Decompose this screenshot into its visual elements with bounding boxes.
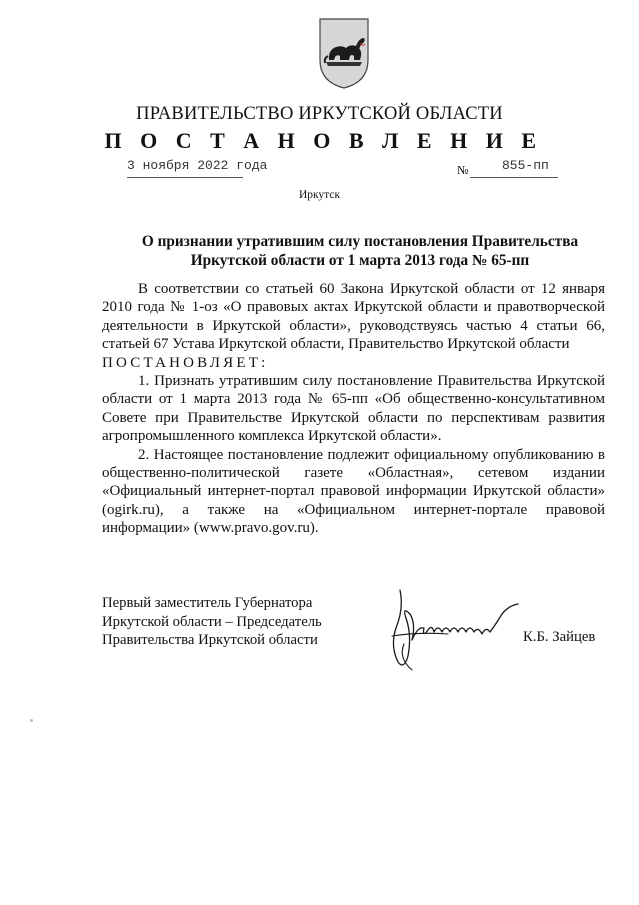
signer-position-line: Правительства Иркутской области bbox=[102, 632, 318, 648]
document-body bbox=[102, 280, 605, 538]
preamble-paragraph: В соответствии со статьей 60 Закона Иркутской области от 12 января 2010 года № 1-оз «О правовых актах Иркутской области и правотворческой деятельности в Иркутской области», руководствуясь частью 4 статьи 66, статьей 67 Устава Иркутской области, Правительство Иркутской области bbox=[102, 281, 605, 353]
document-subject: О признании утратившим силу постановления Правительства Иркутской области от 1 марта 2013 года № 65-пп bbox=[141, 233, 579, 269]
item-paragraph-1: 1. Признать утратившим силу постановление Правительства Иркутской области от 1 марта 2013 года № 65-пп «Об общественно-консультативном Совете при Правительстве Иркутской области по перспективам развития агропромышленного комплекса Иркутской области». bbox=[102, 373, 605, 445]
date-underline bbox=[127, 177, 243, 178]
scan-dot bbox=[30, 719, 33, 722]
document-number: 855-пп bbox=[502, 158, 549, 173]
signer-position-line: Иркутской области – Председатель bbox=[102, 613, 322, 630]
signer-name: К.Б. Зайцев bbox=[523, 629, 596, 645]
number-underline bbox=[470, 177, 558, 178]
decree-word: ПОСТАНОВЛЯЕТ: bbox=[102, 354, 269, 371]
signer-position bbox=[102, 594, 342, 650]
number-sign: № bbox=[457, 163, 469, 177]
document-date: 3 ноября 2022 года bbox=[127, 158, 268, 173]
handwritten-signature-icon bbox=[378, 584, 528, 676]
coat-of-arms-icon bbox=[316, 16, 372, 90]
signer-position-line: Первый заместитель Губернатора bbox=[102, 595, 313, 611]
item-paragraph-2: 2. Настоящее постановление подлежит официальному опубликованию в общественно-политической газете «Областная», сетевом издании «Официальный интернет-портал правовой информации Иркутской области» (ogirk.ru), а также на «Официальном интернет-портале правовой информации» (www.pravo.gov.ru). bbox=[102, 446, 605, 537]
city-name: Иркутск bbox=[298, 189, 341, 201]
government-name: ПРАВИТЕЛЬСТВО ИРКУТСКОЙ ОБЛАСТИ bbox=[136, 104, 503, 124]
document-type-title: П О С Т А Н О В Л Е Н И Е bbox=[104, 128, 543, 153]
